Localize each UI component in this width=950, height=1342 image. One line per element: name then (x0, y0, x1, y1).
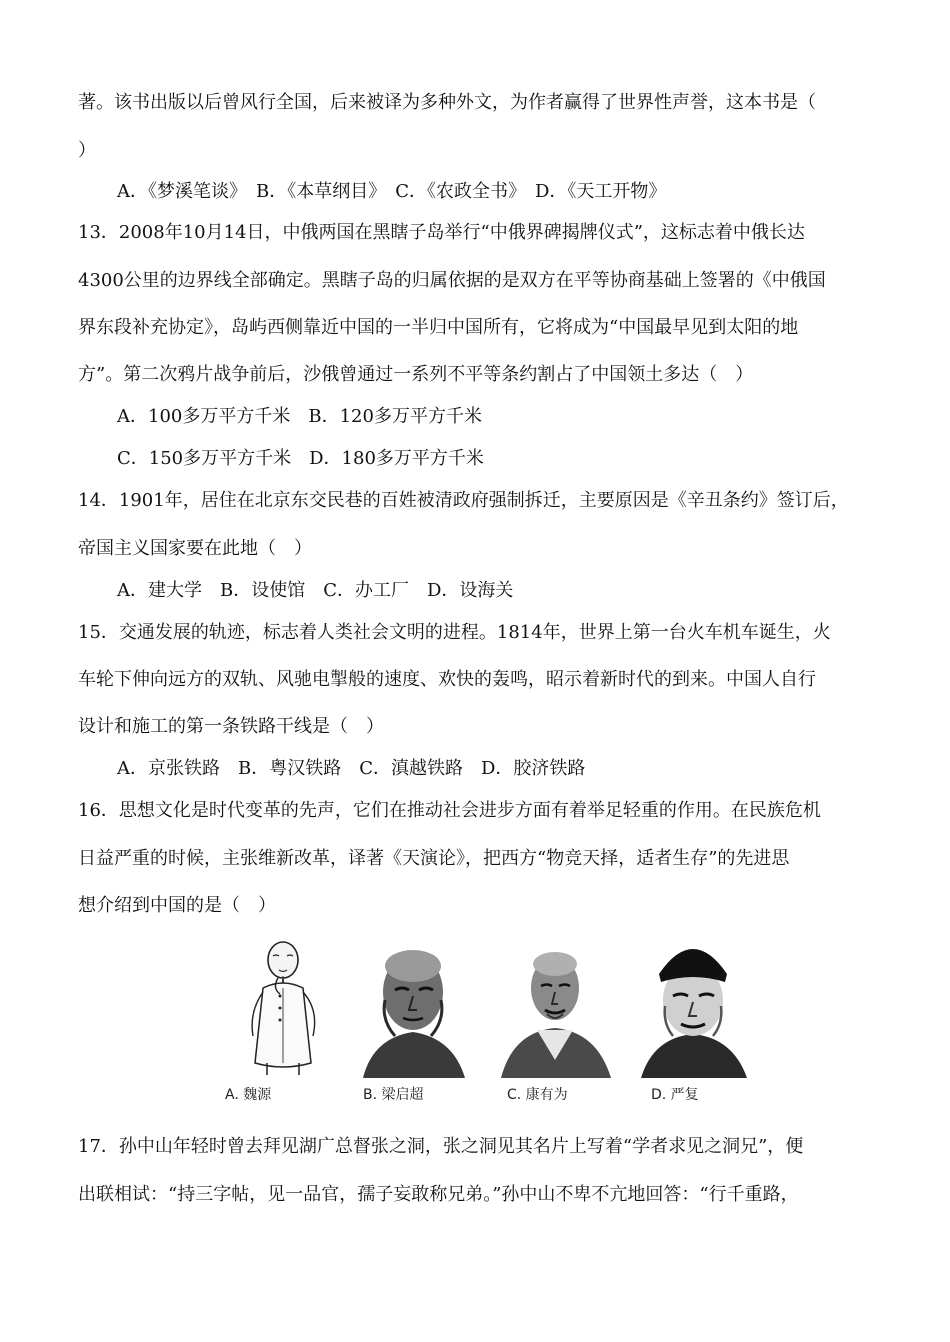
q13-stem: 4300公里的边界线全部确定。黑瞎子岛的归属依据的是双方在平等协商基础上签署的《中俄国 (78, 270, 826, 291)
q17-stem: 出联相试：“持三字帖，见一品官，孺子妄敢称兄弟。”孙中山不卑不亢地回答：“行千重路， (78, 1184, 799, 1205)
q13-stem: 方”。第二次鸦片战争前后，沙俄曾通过一系列不平等条约割占了中国领土多达（ ） (78, 364, 754, 385)
q13-stem: 界东段补充协定》，岛屿西侧靠近中国的一半归中国所有，它将成为“中国最早见到太阳的地 (78, 317, 799, 338)
q13-stem: 13．2008年10月14日，中俄两国在黑瞎子岛举行“中俄界碑揭牌仪式”，这标志着中俄长达 (78, 222, 805, 243)
q14-options: A．建大学 B．设使馆 C．办工厂 D．设海关 (117, 580, 514, 601)
q16-stem: 想介绍到中国的是（ ） (78, 895, 276, 916)
q16-stem: 日益严重的时候，主张维新改革，译著《天演论》，把西方“物竞天择，适者生存”的先进思 (78, 848, 790, 869)
q15-stem: 车轮下伸向远方的双轨、风驰电掣般的速度、欢快的轰鸣，昭示着新时代的到来。中国人自行 (78, 669, 816, 690)
portrait-c-image (497, 930, 615, 1078)
q14-stem: 14．1901年，居住在北京东交民巷的百姓被清政府强制拆迁，主要原因是《辛丑条约》签订后， (78, 490, 849, 511)
q13-options: C．150多万平方千米 D．180多万平方千米 (117, 448, 484, 469)
portrait-b-caption: B. 梁启超 (363, 1087, 424, 1103)
text-line: ） (78, 140, 96, 161)
text-line: 著。该书出版以后曾风行全国，后来被译为多种外文，为作者赢得了世界性声誉，这本书是（ (78, 92, 816, 113)
portrait-b-image (355, 930, 473, 1078)
portrait-d-caption: D. 严复 (651, 1087, 699, 1103)
portrait-a-image (223, 930, 341, 1078)
portrait-c-caption: C. 康有为 (507, 1087, 568, 1103)
q17-stem: 17．孙中山年轻时曾去拜见湖广总督张之洞，张之洞见其名片上写着“学者求见之洞兄”，便 (78, 1136, 804, 1157)
q13-options: A．100多万平方千米 B．120多万平方千米 (117, 406, 482, 427)
q15-stem: 设计和施工的第一条铁路干线是（ ） (78, 716, 384, 737)
q14-stem: 帝国主义国家要在此地（ ） (78, 538, 312, 559)
portrait-figure (215, 930, 735, 1115)
portrait-a-caption: A. 魏源 (225, 1087, 272, 1103)
portrait-d-image (635, 930, 753, 1078)
q15-stem: 15．交通发展的轨迹，标志着人类社会文明的进程。1814年，世界上第一台火车机车诞生，火 (78, 622, 831, 643)
q12-options: A．《梦溪笔谈》 B．《本草纲目》 C．《农政全书》 D．《天工开物》 (117, 181, 667, 202)
q15-options: A．京张铁路 B．粤汉铁路 C．滇越铁路 D．胶济铁路 (117, 758, 586, 779)
q16-stem: 16．思想文化是时代变革的先声，它们在推动社会进步方面有着举足轻重的作用。在民族危机 (78, 800, 821, 821)
